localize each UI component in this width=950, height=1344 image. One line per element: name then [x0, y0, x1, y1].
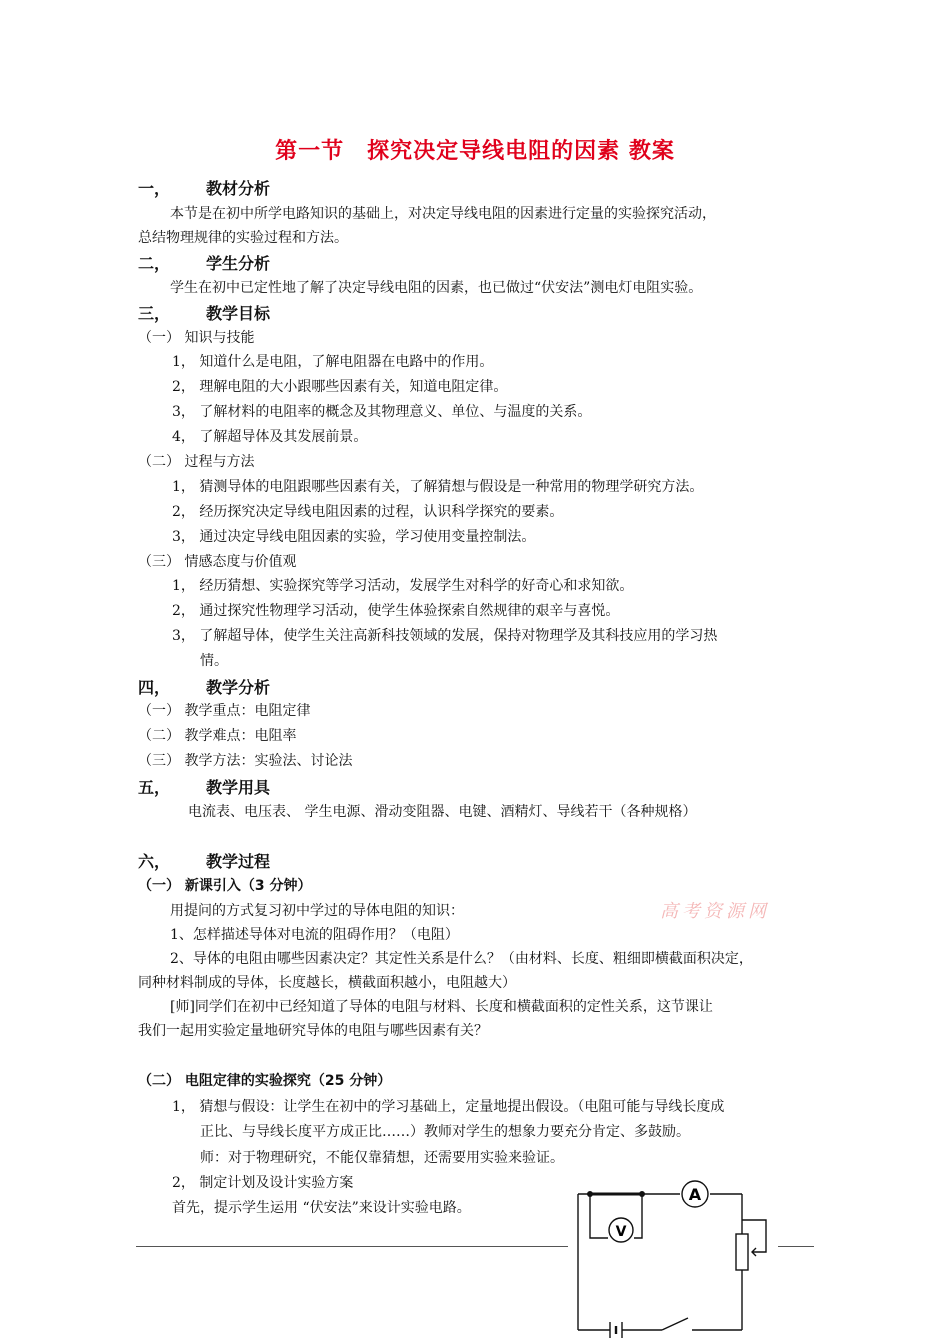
list-item: 3， 了解超导体，使学生关注高新科技领域的发展，保持对物理学及其科技应用的学习热 — [172, 628, 718, 644]
ammeter-label: A — [688, 1185, 702, 1204]
section-title: 学生分析 — [206, 254, 271, 273]
paragraph: 2、导体的电阻由哪些因素决定？其定性关系是什么？（由材料、长度、粗细即横截面积决定， — [170, 951, 753, 967]
watermark: 高考资源网 — [660, 901, 770, 922]
section-heading-5 — [138, 775, 270, 798]
list-item: （一） 教学重点：电阻定律 — [138, 703, 311, 719]
list-item: （三） 教学方法：实验法、讨论法 — [138, 753, 353, 769]
wire — [634, 1194, 642, 1238]
section-number: 二， — [138, 254, 171, 273]
junction-dot — [587, 1191, 593, 1197]
footer-rule-left — [136, 1246, 568, 1247]
section-number: 六， — [138, 852, 171, 871]
rheostat — [736, 1234, 748, 1270]
section-heading-2 — [138, 251, 270, 274]
subheading: （一） 新课引入（3 分钟） — [138, 878, 312, 894]
paragraph: 学生在初中已定性地了解了决定导线电阻的因素，也已做过“伏安法”测电灯电阻实验。 — [170, 280, 703, 296]
voltmeter-label: V — [615, 1224, 627, 1240]
section-title: 教学目标 — [206, 304, 271, 323]
paragraph: 首先，提示学生运用 “伏安法”来设计实验电路。 — [172, 1200, 471, 1216]
paragraph: 1、怎样描述导体对电流的阻碍作用？（电阻） — [170, 927, 459, 943]
list-item-continued: 正比、与导线长度平方成正比……）教师对学生的想象力要充分肯定、多鼓励。 — [200, 1124, 690, 1140]
paragraph: 我们一起用实验定量地研究导体的电阻与哪些因素有关？ — [138, 1023, 488, 1039]
list-item: 1， 知道什么是电阻，了解电阻器在电路中的作用。 — [172, 354, 494, 370]
list-item: 2， 经历探究决定导线电阻因素的过程，认识科学探究的要素。 — [172, 504, 564, 520]
circuit-diagram — [570, 1178, 810, 1338]
paragraph: [师]同学们在初中已经知道了导体的电阻与材料、长度和横截面积的定性关系，这节课让 — [170, 999, 713, 1015]
list-item: 3， 了解材料的电阻率的概念及其物理意义、单位、与温度的关系。 — [172, 404, 592, 420]
list-item: 2， 理解电阻的大小跟哪些因素有关，知道电阻定律。 — [172, 379, 508, 395]
subheading: （二） 过程与方法 — [138, 454, 255, 470]
section-heading-4 — [138, 675, 270, 698]
paragraph: 电流表、电压表、 学生电源、滑动变阻器、电键、酒精灯、导线若干（各种规格） — [188, 804, 697, 820]
section-number: 五， — [138, 778, 171, 797]
subheading: （二） 电阻定律的实验探究（25 分钟） — [138, 1073, 392, 1089]
list-item: 1， 经历猜想、实验探究等学习活动，发展学生对科学的好奇心和求知欲。 — [172, 578, 634, 594]
list-item: （二） 教学难点：电阻率 — [138, 728, 297, 744]
section-heading-6 — [138, 849, 270, 872]
section-title: 教材分析 — [206, 179, 271, 198]
list-item-continued: 情。 — [200, 653, 228, 669]
list-item: 1， 猜测导体的电阻跟哪些因素有关，了解猜想与假设是一种常用的物理学研究方法。 — [172, 479, 704, 495]
paragraph: 本节是在初中所学电路知识的基础上，对决定导线电阻的因素进行定量的实验探究活动， — [170, 206, 716, 222]
section-number: 一， — [138, 179, 171, 198]
junction-dot — [639, 1191, 645, 1197]
list-item-continued: 师：对于物理研究，不能仅靠猜想，还需要用实验来验证。 — [200, 1150, 564, 1166]
subheading: （一） 知识与技能 — [138, 330, 255, 346]
wire — [590, 1194, 608, 1238]
list-item: 4， 了解超导体及其发展前景。 — [172, 429, 368, 445]
paragraph: 用提问的方式复习初中学过的导体电阻的知识： — [170, 903, 464, 919]
section-title: 教学分析 — [206, 678, 271, 697]
list-item: 2， 制定计划及设计实验方案 — [172, 1175, 354, 1191]
section-heading-1 — [138, 176, 270, 199]
paragraph: 同种材料制成的导体，长度越长，横截面积越小，电阻越大） — [138, 975, 516, 991]
section-title: 教学过程 — [206, 852, 271, 871]
page-title: 第一节 探究决定导线电阻的因素 教案 — [275, 139, 675, 164]
section-number: 四， — [138, 678, 171, 697]
paragraph: 总结物理规律的实验过程和方法。 — [138, 230, 348, 246]
section-number: 三， — [138, 304, 171, 323]
list-item: 2， 通过探究性物理学习活动，使学生体验探索自然规律的艰辛与喜悦。 — [172, 603, 620, 619]
section-heading-3 — [138, 301, 270, 324]
list-item: 3， 通过决定导线电阻因素的实验，学习使用变量控制法。 — [172, 529, 536, 545]
subheading: （三） 情感态度与价值观 — [138, 554, 297, 570]
switch — [662, 1318, 688, 1330]
section-title: 教学用具 — [206, 778, 271, 797]
list-item: 1， 猜想与假设：让学生在初中的学习基础上，定量地提出假设。（电阻可能与导线长度成 — [172, 1099, 725, 1115]
